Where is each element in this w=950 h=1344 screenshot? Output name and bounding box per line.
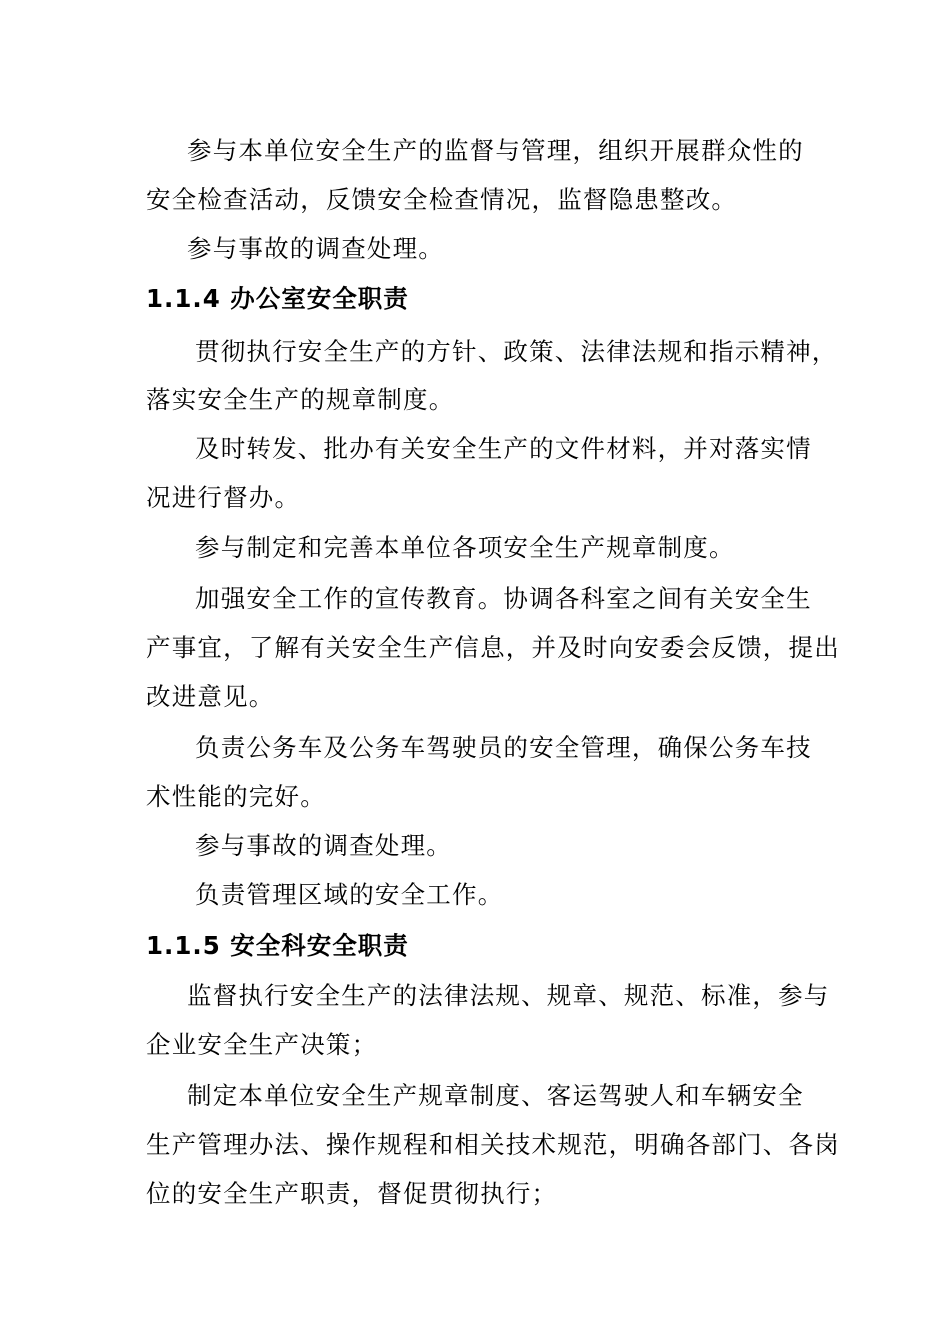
paragraph-line: 参与事故的调查处理。	[187, 234, 444, 263]
paragraph-line: 监督执行安全生产的法律法规、规章、规范、标准，参与	[187, 981, 830, 1010]
paragraph-line: 术性能的完好。	[146, 782, 326, 811]
paragraph-line: 及时转发、批办有关安全生产的文件材料，并对落实情	[195, 434, 812, 463]
paragraph-line: 产事宜，了解有关安全生产信息，并及时向安委会反馈，提出	[146, 633, 840, 662]
paragraph-line: 参与事故的调查处理。	[195, 831, 452, 860]
paragraph-line: 加强安全工作的宣传教育。协调各科室之间有关安全生	[195, 584, 812, 613]
paragraph-line: 况进行督办。	[146, 483, 301, 512]
paragraph-line: 参与制定和完善本单位各项安全生产规章制度。	[195, 533, 735, 562]
paragraph-line: 生产管理办法、操作规程和相关技术规范，明确各部门、各岗	[146, 1130, 840, 1159]
paragraph-line: 制定本单位安全生产规章制度、客运驾驶人和车辆安全	[187, 1081, 804, 1110]
paragraph-line: 企业安全生产决策；	[146, 1030, 378, 1059]
paragraph-line: 贯彻执行安全生产的方针、政策、法律法规和指示精神，	[195, 337, 838, 366]
section-heading: 1.1.4 办公室安全职责	[146, 284, 409, 313]
paragraph-line: 改进意见。	[146, 682, 275, 711]
section-heading: 1.1.5 安全科安全职责	[146, 931, 409, 960]
paragraph-line: 位的安全生产职责，督促贯彻执行；	[146, 1179, 558, 1208]
paragraph-line: 负责公务车及公务车驾驶员的安全管理，确保公务车技	[195, 733, 812, 762]
paragraph-line: 参与本单位安全生产的监督与管理，组织开展群众性的	[187, 136, 804, 165]
paragraph-line: 安全检查活动，反馈安全检查情况，监督隐患整改。	[146, 185, 738, 214]
paragraph-line: 负责管理区域的安全工作。	[195, 880, 504, 909]
paragraph-line: 落实安全生产的规章制度。	[146, 385, 455, 414]
